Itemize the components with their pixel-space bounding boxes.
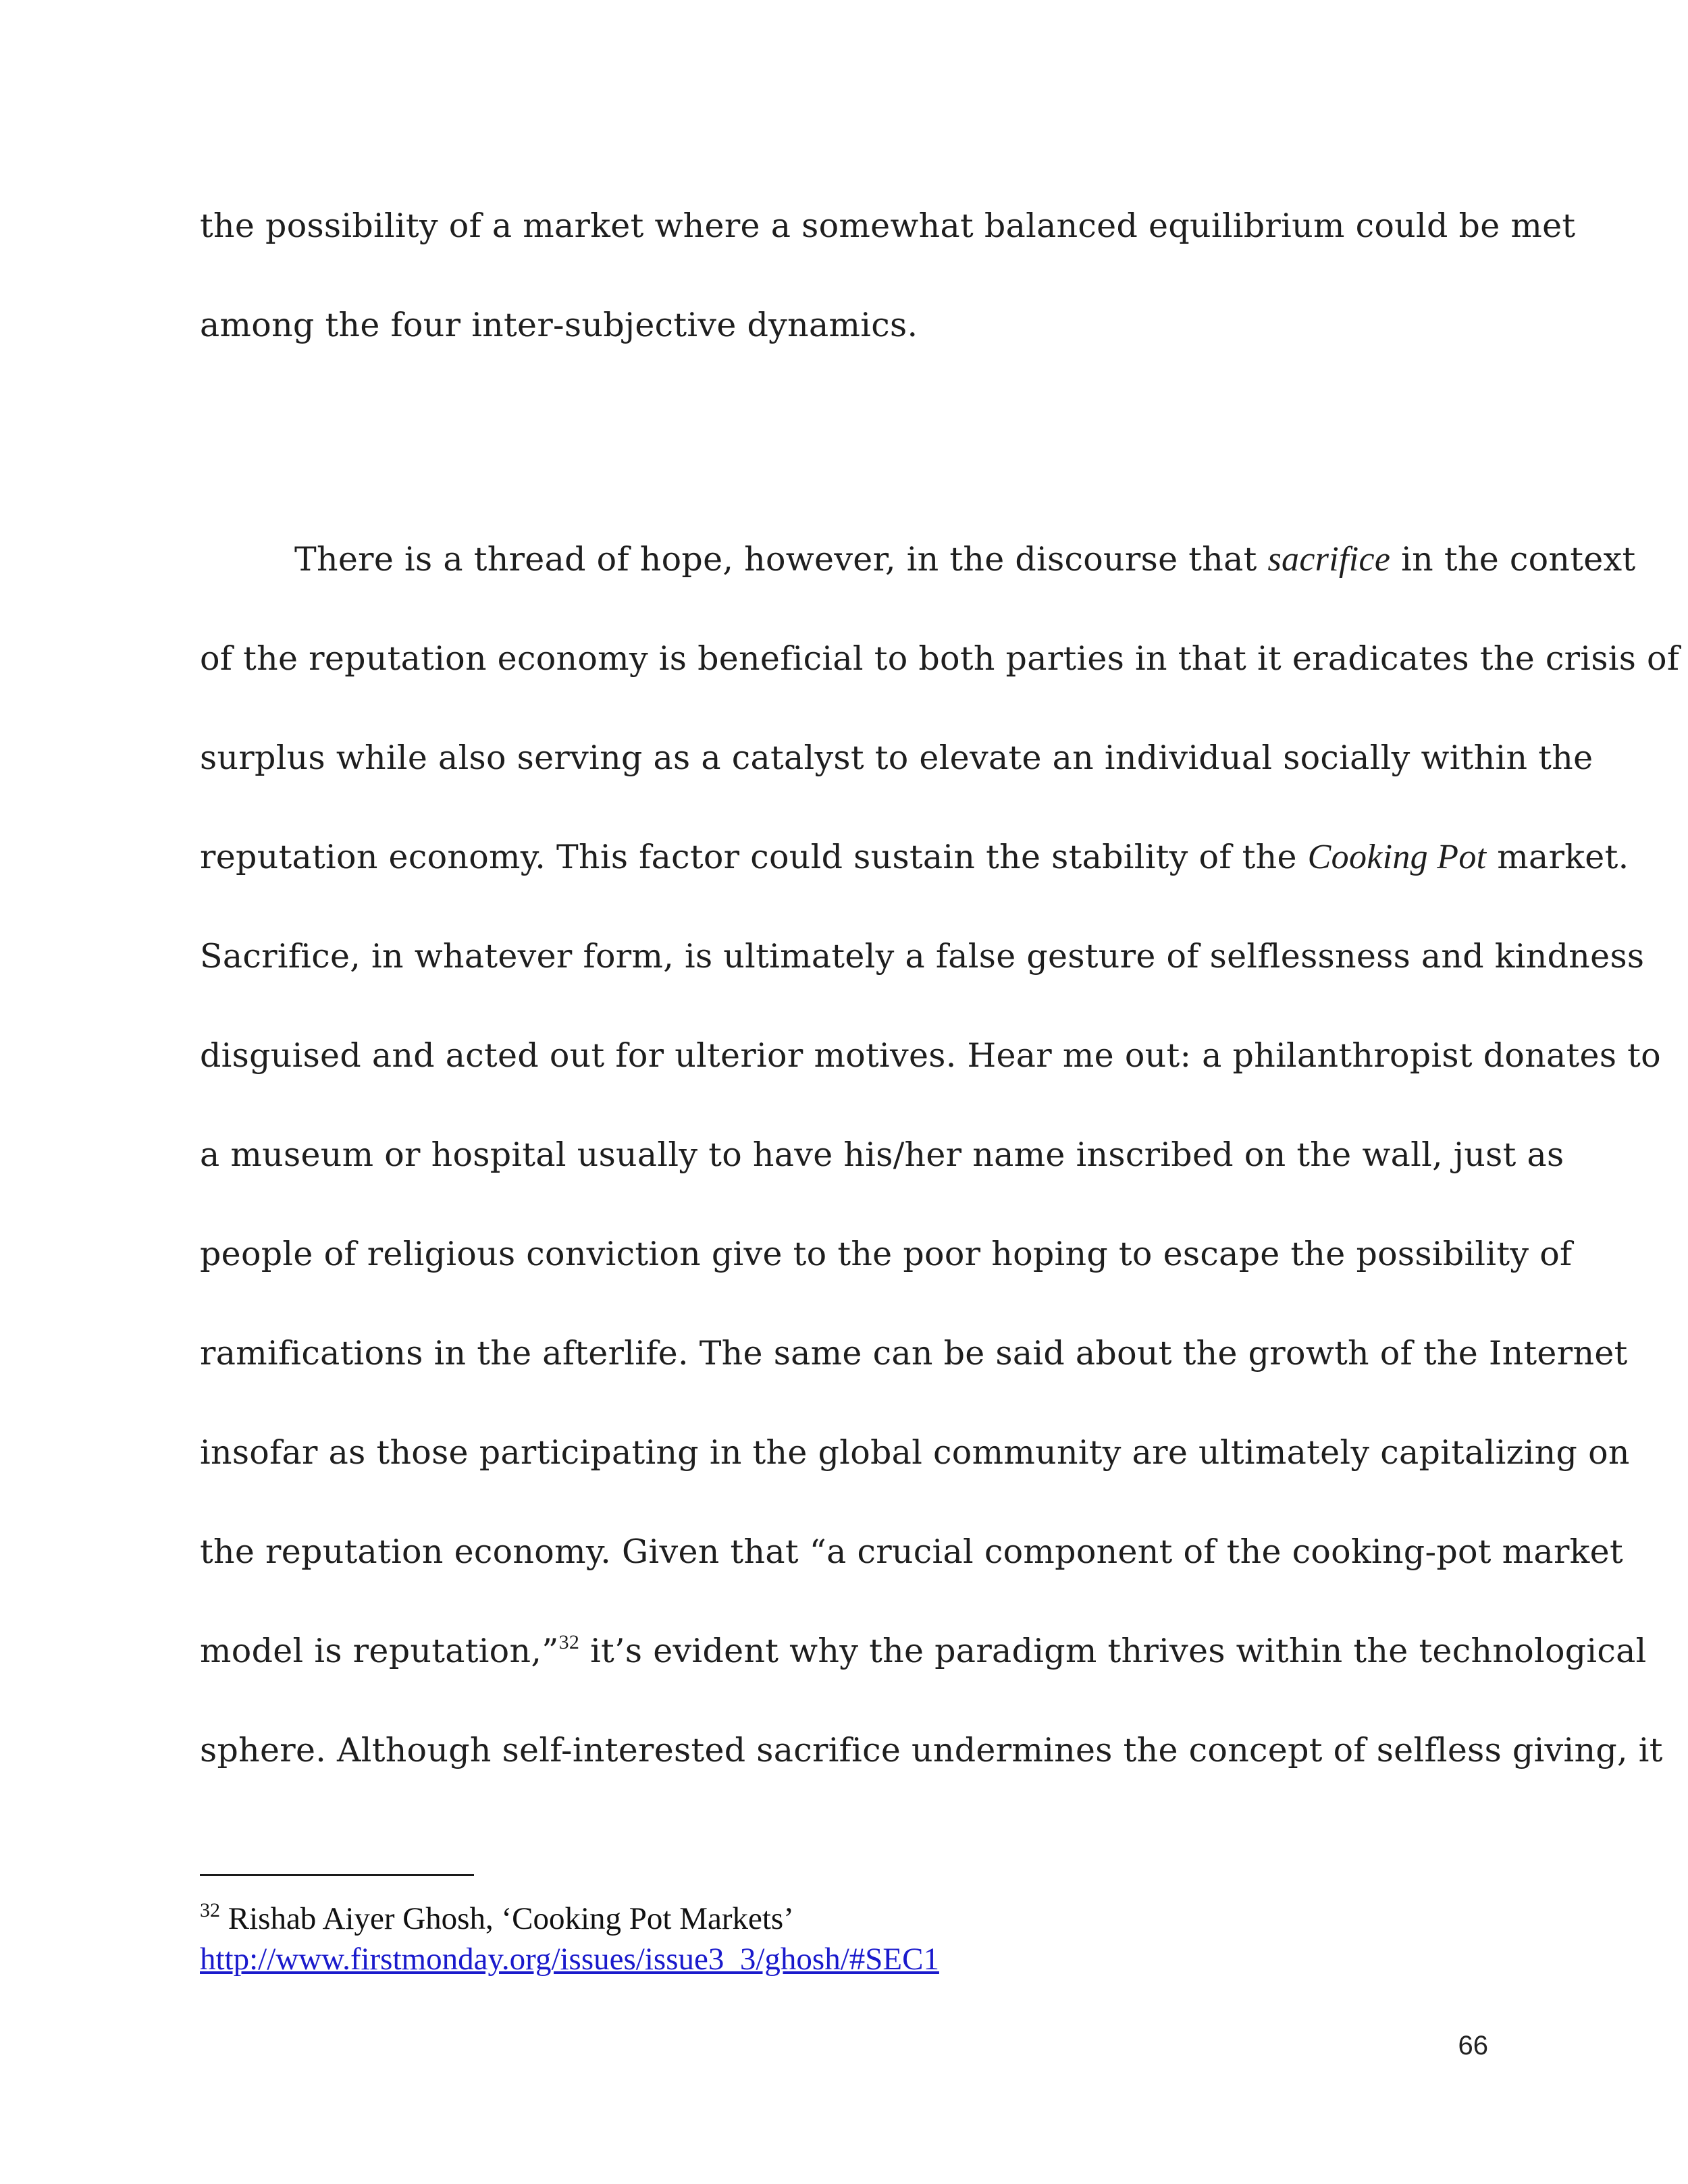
footnote-reference[interactable]: 32 [558,1631,580,1653]
footnote-entry [200,1901,794,1936]
paragraph-gap [200,391,1496,526]
text-line [200,1618,1647,1717]
footnote-text: Rishab Aiyer Ghosh, ‘Cooking Pot Markets’ [220,1901,794,1936]
text-line: the possibility of a market where a somewhat balanced equilibrium could be met [200,207,1576,245]
text-line [200,824,1629,923]
text-run: in the context [1390,540,1636,579]
text-line: disguised and acted out for ulterior motives. Hear me out: a philanthropist donates to [200,1036,1661,1075]
text-line: surplus while also serving as a catalyst to elevate an individual socially within the [200,739,1593,777]
text-run: it’s evident why the paradigm thrives within the technological [579,1632,1647,1670]
text-line: of the reputation economy is beneficial to both parties in that it eradicates the crisis of [200,639,1680,678]
footnote-link[interactable]: http://www.firstmonday.org/issues/issue3_3/ghosh/#SEC1 [200,1942,939,1977]
text-line: sphere. Although self-interested sacrifice undermines the concept of selfless giving, it [200,1731,1663,1769]
text-line: among the four inter-subjective dynamics. [200,306,918,344]
text-line: a museum or hospital usually to have his/her name inscribed on the wall, just as [200,1136,1564,1174]
text-line: ramifications in the afterlife. The same can be said about the growth of the Internet [200,1334,1628,1373]
text-run: reputation economy. This factor could sustain the stability of the [200,838,1308,876]
footnote-separator [200,1874,474,1876]
page-number: 66 [1458,2031,1488,2060]
text-line: people of religious conviction give to the poor hoping to escape the possibility of [200,1235,1573,1273]
italic-term-cooking-pot: Cooking Pot [1307,838,1487,876]
text-run: market. [1486,838,1629,876]
footnote-number: 32 [200,1899,220,1921]
body-text [200,192,1680,1816]
footnote [200,1898,1415,1979]
italic-term-sacrifice: sacrifice [1267,540,1391,579]
text-line: Sacrifice, in whatever form, is ultimately a false gesture of selflessness and kindness [200,937,1645,976]
paragraph-first-line [200,526,1636,625]
text-run: There is a thread of hope, however, in the discourse that [294,540,1268,579]
text-line: the reputation economy. Given that “a crucial component of the cooking-pot market [200,1533,1623,1571]
text-line: insofar as those participating in the global community are ultimately capitalizing on [200,1433,1630,1472]
text-run: model is reputation,” [200,1632,559,1670]
